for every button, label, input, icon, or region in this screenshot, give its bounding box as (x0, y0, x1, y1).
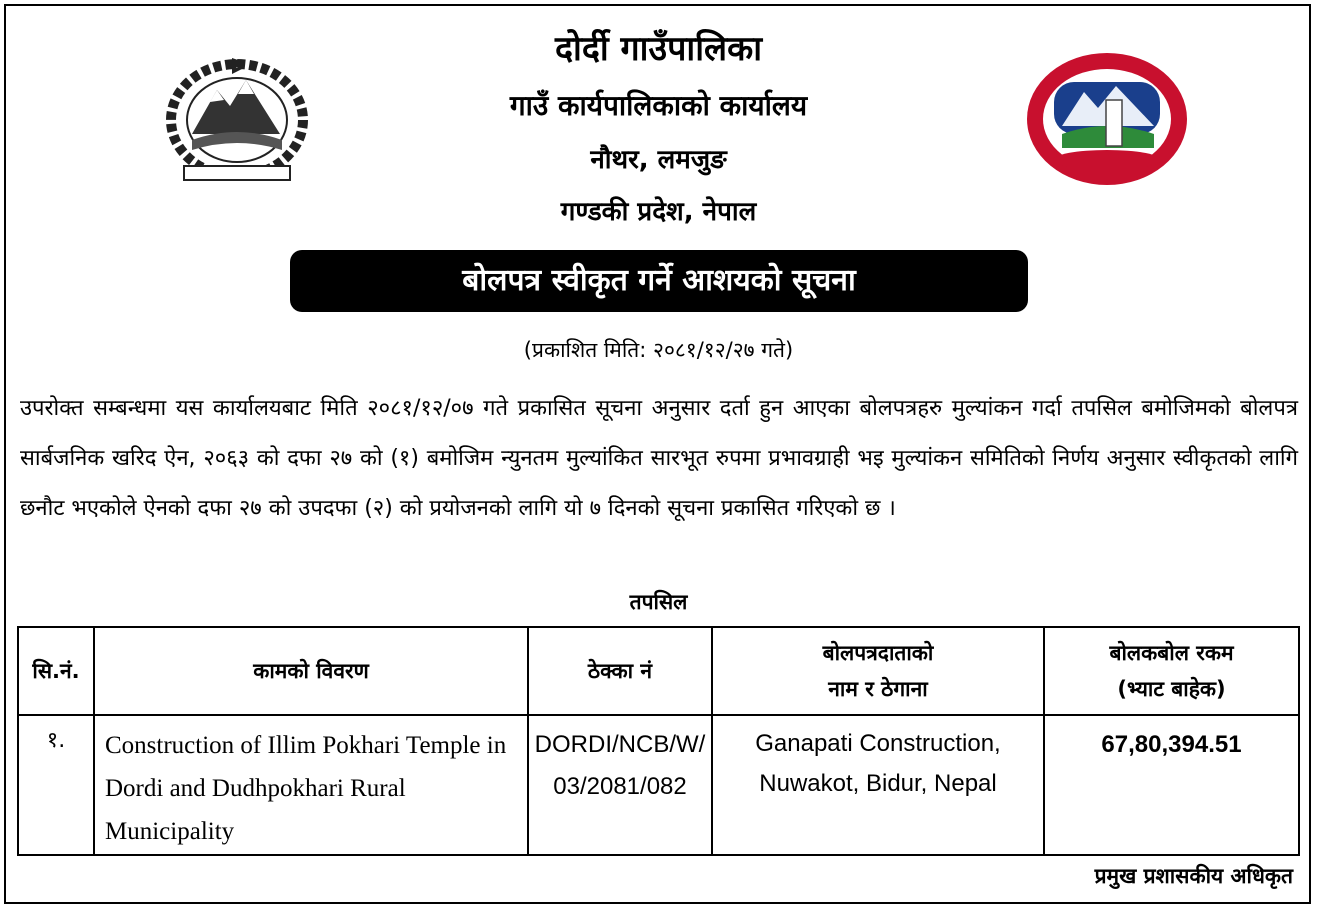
row-amount: 67,80,394.51 (1044, 715, 1299, 855)
table-header-row (18, 627, 1299, 715)
municipality-name: दोर्दी गाउँपालिका (554, 29, 763, 69)
row-contract-no-line1: DORDI/NCB/W/ (534, 731, 706, 758)
header-sn: सि.नं. (18, 627, 94, 715)
header-contract-no: ठेक्का नं (528, 627, 712, 715)
header-bidder (712, 627, 1044, 715)
row-bidder (712, 715, 1044, 855)
notice-title: बोलपत्र स्वीकृत गर्ने आशयको सूचना (290, 250, 1028, 312)
row-contract-no-line2: 03/2081/082 (553, 773, 687, 800)
details-label: तपसिल (629, 590, 688, 614)
row-sn: १. (18, 715, 94, 855)
row-contract-no (528, 715, 712, 855)
signatory: प्रमुख प्रशासकीय अधिकृत (1094, 864, 1293, 888)
header-amount (1044, 627, 1299, 715)
header-amount-line2: (भ्याट बाहेक) (1117, 677, 1226, 701)
table-row (18, 715, 1299, 855)
header-description: कामको विवरण (94, 627, 528, 715)
office-address: नौथर, लमजुङ (590, 145, 727, 175)
office-name: गाउँ कार्यपालिकाको कार्यालय (509, 89, 808, 122)
published-date: (प्रकाशित मिति: २०८१/१२/२७ गते) (523, 338, 794, 362)
header-bidder-line2: नाम र ठेगाना (828, 677, 928, 701)
row-description: Construction of Illim Pokhari Temple in Dordi and Dudhpokhari Rural Municipality (94, 715, 528, 855)
province-country: गण्डकी प्रदेश, नेपाल (560, 197, 757, 227)
bid-table (17, 626, 1300, 856)
row-bidder-line1: Ganapati Construction, (755, 730, 1001, 757)
header-amount-line1: बोलकबोल रकम (1109, 641, 1234, 665)
notice-body: उपरोक्त सम्बन्धमा यस कार्यालयबाट मिति २०८१/१२/०७ गते प्रकासित सूचना अनुसार दर्ता हुन आएका बोलपत्रहरु मुल्यांकन गर्दा तपसिल बमोजिमको बोलपत्र सार्बजनिक खरिद ऐन, २०६३ को दफा २७ को (१) बमोजिम न्युनतम मुल्यांकित सारभूत रुपमा प्रभावग्राही भइ मुल्यांकन समितिको निर्णय अनुसार स्वीकृतको लागि छनौट भएकोले ऐनको दफा २७ को उपदफा (२) को प्रयोजनको लागि यो ७ दिनको सूचना प्रकासित गरिएको छ । (20, 396, 1298, 521)
header-bidder-line1: बोलपत्रदाताको (822, 641, 934, 665)
row-bidder-line2: Nuwakot, Bidur, Nepal (759, 770, 997, 797)
